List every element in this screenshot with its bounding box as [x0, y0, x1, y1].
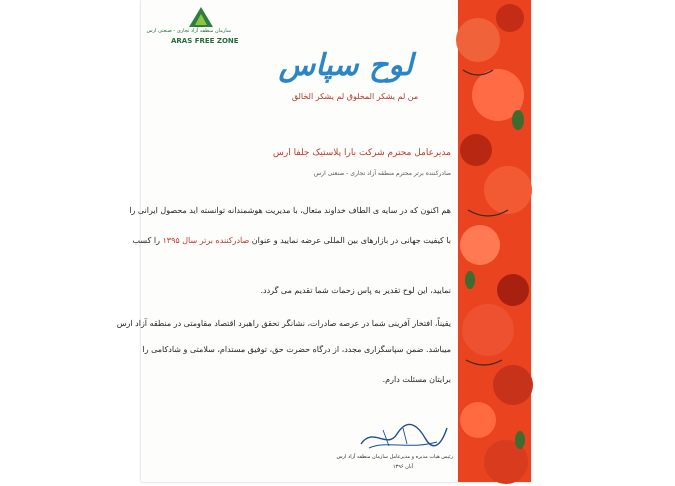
- aras-free-zone-logo: [146, 6, 239, 48]
- body-line-2: [132, 235, 451, 247]
- recipient-line: مدیرعامل محترم شرکت بارا پلاستیک جلفا ارس: [272, 148, 451, 158]
- recipient-subtitle: صادرکننده برتر محترم منطقه آزاد تجاری - صنعتی ارس: [313, 170, 451, 177]
- handwritten-signature: [353, 420, 453, 454]
- body-line-3: نمایید، این لوح تقدیر به پاس زحمات شما تقدیم می گردد.: [260, 286, 451, 295]
- body-line-2-end: را کسب: [132, 236, 160, 245]
- logo-triangle-icon: [188, 6, 214, 28]
- body-line-5: میباشد. ضمن سپاسگزاری مجدد، از درگاه حضرت حق، توفیق مستدام، سلامتی و شادکامی را: [142, 345, 451, 354]
- certificate-page: [116, 0, 531, 482]
- body-line-2-highlight: صادرکننده برتر سال ۱۳۹۵: [162, 236, 250, 245]
- body-line-1: هم اکنون که در سایه ی الطاف خداوند متعال، با مدیریت هوشمندانه توانسته اید محصول ایرانی را: [129, 206, 451, 215]
- signer-title: رئیس هیات مدیره و مدیرعامل سازمان منطقه آزاد ارس: [336, 454, 453, 460]
- signature-date: آبان ۱۳۹۶: [392, 464, 414, 470]
- signature-block: [336, 420, 473, 480]
- body-line-6: برایتان مسئلت دارم.: [382, 375, 451, 384]
- proverb: من لم یشکر المخلوق لم یشکر الخالق: [291, 92, 419, 101]
- logo-name-en: ARAS FREE ZONE: [171, 37, 239, 45]
- floral-pattern-icon: [458, 0, 531, 482]
- floral-border: [458, 0, 531, 482]
- certificate-title: لوح سپاس: [278, 48, 413, 83]
- body-line-2-start: با کیفیت جهانی در بازارهای بین المللی عرضه نمایید و عنوان: [251, 236, 451, 245]
- body-line-4: یقیناً، افتخار آفرینی شما در عرصه صادرات، نشانگر تحقق راهبرد اقتصاد مقاومتی در منطقه آزاد ارس: [116, 319, 451, 328]
- logo-name-fa: سازمان منطقه آزاد تجاری - صنعتی ارس: [146, 28, 231, 34]
